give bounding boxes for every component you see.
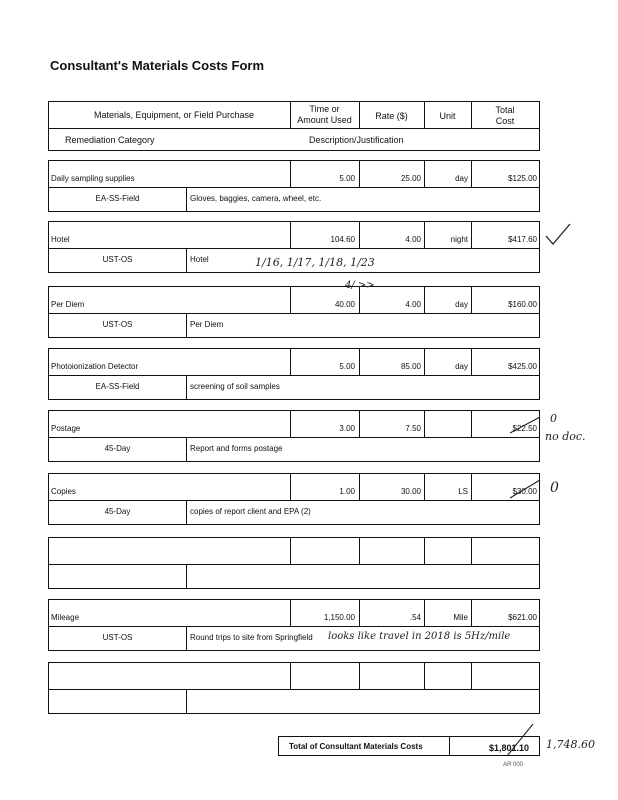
cost-row — [48, 662, 540, 714]
item-unit: LS — [458, 487, 468, 496]
item-rate: 4.00 — [405, 235, 421, 244]
cost-row — [48, 410, 540, 462]
item-name: Hotel — [51, 235, 70, 244]
divider — [186, 626, 187, 651]
item-amount: 3.00 — [339, 424, 355, 433]
header-description: Description/Justification — [309, 135, 404, 145]
divider — [424, 538, 425, 564]
item-unit: Mile — [453, 613, 468, 622]
divider — [49, 187, 539, 188]
divider — [186, 375, 187, 400]
total-value: $1,801.10 — [489, 743, 530, 753]
divider — [49, 375, 539, 376]
item-amount: 40.00 — [334, 300, 355, 309]
divider — [471, 663, 472, 689]
divider — [49, 689, 539, 690]
header-total-line2: Cost — [495, 116, 515, 126]
item-total: $30.00 — [512, 487, 537, 496]
cost-row — [48, 348, 540, 400]
item-category: 45-Day — [104, 444, 131, 453]
item-amount: 5.00 — [339, 174, 355, 183]
item-total: $160.00 — [508, 300, 537, 309]
header-total-line1: Total — [495, 105, 515, 115]
total-label: Total of Consultant Materials Costs — [289, 742, 423, 751]
item-unit: day — [455, 362, 468, 371]
header-rate: Rate ($) — [375, 111, 408, 121]
item-name: Copies — [51, 487, 76, 496]
divider — [290, 538, 291, 564]
item-name: Photoionization Detector — [51, 362, 139, 371]
item-description: screening of soil samples — [190, 382, 280, 391]
item-name: Mileage — [51, 613, 80, 622]
divider — [186, 437, 187, 462]
item-name: Per Diem — [51, 300, 85, 309]
item-description: Report and forms postage — [190, 444, 283, 453]
item-unit: day — [455, 300, 468, 309]
handwriting-perdiem-marks: 4/ >> — [345, 280, 375, 291]
item-amount: 1,150.00 — [323, 613, 355, 622]
cost-row — [48, 160, 540, 212]
divider — [449, 737, 450, 755]
item-description: copies of report client and EPA (2) — [190, 507, 311, 516]
cost-row — [48, 599, 540, 651]
item-name: Postage — [51, 424, 81, 433]
handwriting-hotel-dates: 1/16, 1/17, 1/18, 1/23 — [255, 256, 375, 269]
item-rate: 30.00 — [400, 487, 421, 496]
item-total: $425.00 — [508, 362, 537, 371]
handwriting-mileage-note: looks like travel in 2018 is 5Hz/mile — [328, 631, 511, 642]
item-category: EA-SS-Field — [95, 194, 140, 203]
total-box — [278, 736, 540, 756]
divider — [49, 500, 539, 501]
divider — [49, 248, 539, 249]
item-description: Hotel — [190, 255, 209, 264]
item-amount: 1.00 — [339, 487, 355, 496]
item-rate: 4.00 — [405, 300, 421, 309]
divider — [186, 313, 187, 338]
divider — [49, 564, 539, 565]
checkmark-icon — [544, 222, 572, 246]
item-unit: day — [455, 174, 468, 183]
divider — [186, 500, 187, 525]
item-rate: .54 — [409, 613, 421, 622]
handwriting-copies-zero: 0 — [550, 480, 559, 496]
header-remediation: Remediation Category — [65, 135, 155, 145]
handwriting-postage-nodoc: no doc. — [545, 430, 586, 443]
divider — [49, 313, 539, 314]
item-rate: 25.00 — [400, 174, 421, 183]
divider — [359, 663, 360, 689]
divider — [186, 564, 187, 589]
item-rate: 7.50 — [405, 424, 421, 433]
divider — [359, 538, 360, 564]
form-header — [48, 101, 540, 151]
item-category: UST-OS — [102, 320, 133, 329]
item-rate: 85.00 — [400, 362, 421, 371]
item-amount: 5.00 — [339, 362, 355, 371]
cost-row — [48, 473, 540, 525]
strike-mark-icon — [508, 478, 542, 500]
cost-row — [48, 537, 540, 589]
header-materials: Materials, Equipment, or Field Purchase — [93, 110, 255, 120]
item-description: Gloves, baggies, camera, wheel, etc. — [190, 194, 322, 203]
cost-row — [48, 286, 540, 338]
item-total: $22.50 — [512, 424, 537, 433]
divider — [49, 626, 539, 627]
divider — [471, 538, 472, 564]
divider — [290, 663, 291, 689]
handwriting-postage-zero: 0 — [550, 412, 557, 425]
footer-code: AR 000 — [503, 762, 524, 768]
divider — [424, 663, 425, 689]
strike-mark-icon — [508, 415, 542, 435]
header-time-line2: Amount Used — [297, 115, 352, 125]
item-category: UST-OS — [102, 633, 133, 642]
header-time-line1: Time or — [309, 104, 340, 114]
item-description: Round trips to site from Springfield — [190, 633, 313, 642]
item-category: UST-OS — [102, 255, 133, 264]
divider — [186, 689, 187, 714]
item-total: $125.00 — [508, 174, 537, 183]
item-total: $417.60 — [508, 235, 537, 244]
item-name: Daily sampling supplies — [51, 174, 135, 183]
item-unit: night — [450, 235, 468, 244]
handwriting-total-correction: 1,748.60 — [546, 738, 595, 751]
item-category: EA-SS-Field — [95, 382, 140, 391]
item-amount: 104.60 — [330, 235, 355, 244]
page-title: Consultant's Materials Costs Form — [50, 58, 265, 73]
item-category: 45-Day — [104, 507, 131, 516]
divider — [49, 128, 539, 129]
divider — [186, 187, 187, 212]
divider — [49, 437, 539, 438]
header-unit: Unit — [439, 111, 456, 121]
divider — [186, 248, 187, 273]
item-total: $621.00 — [508, 613, 537, 622]
divider — [424, 411, 425, 437]
item-description: Per Diem — [190, 320, 224, 329]
